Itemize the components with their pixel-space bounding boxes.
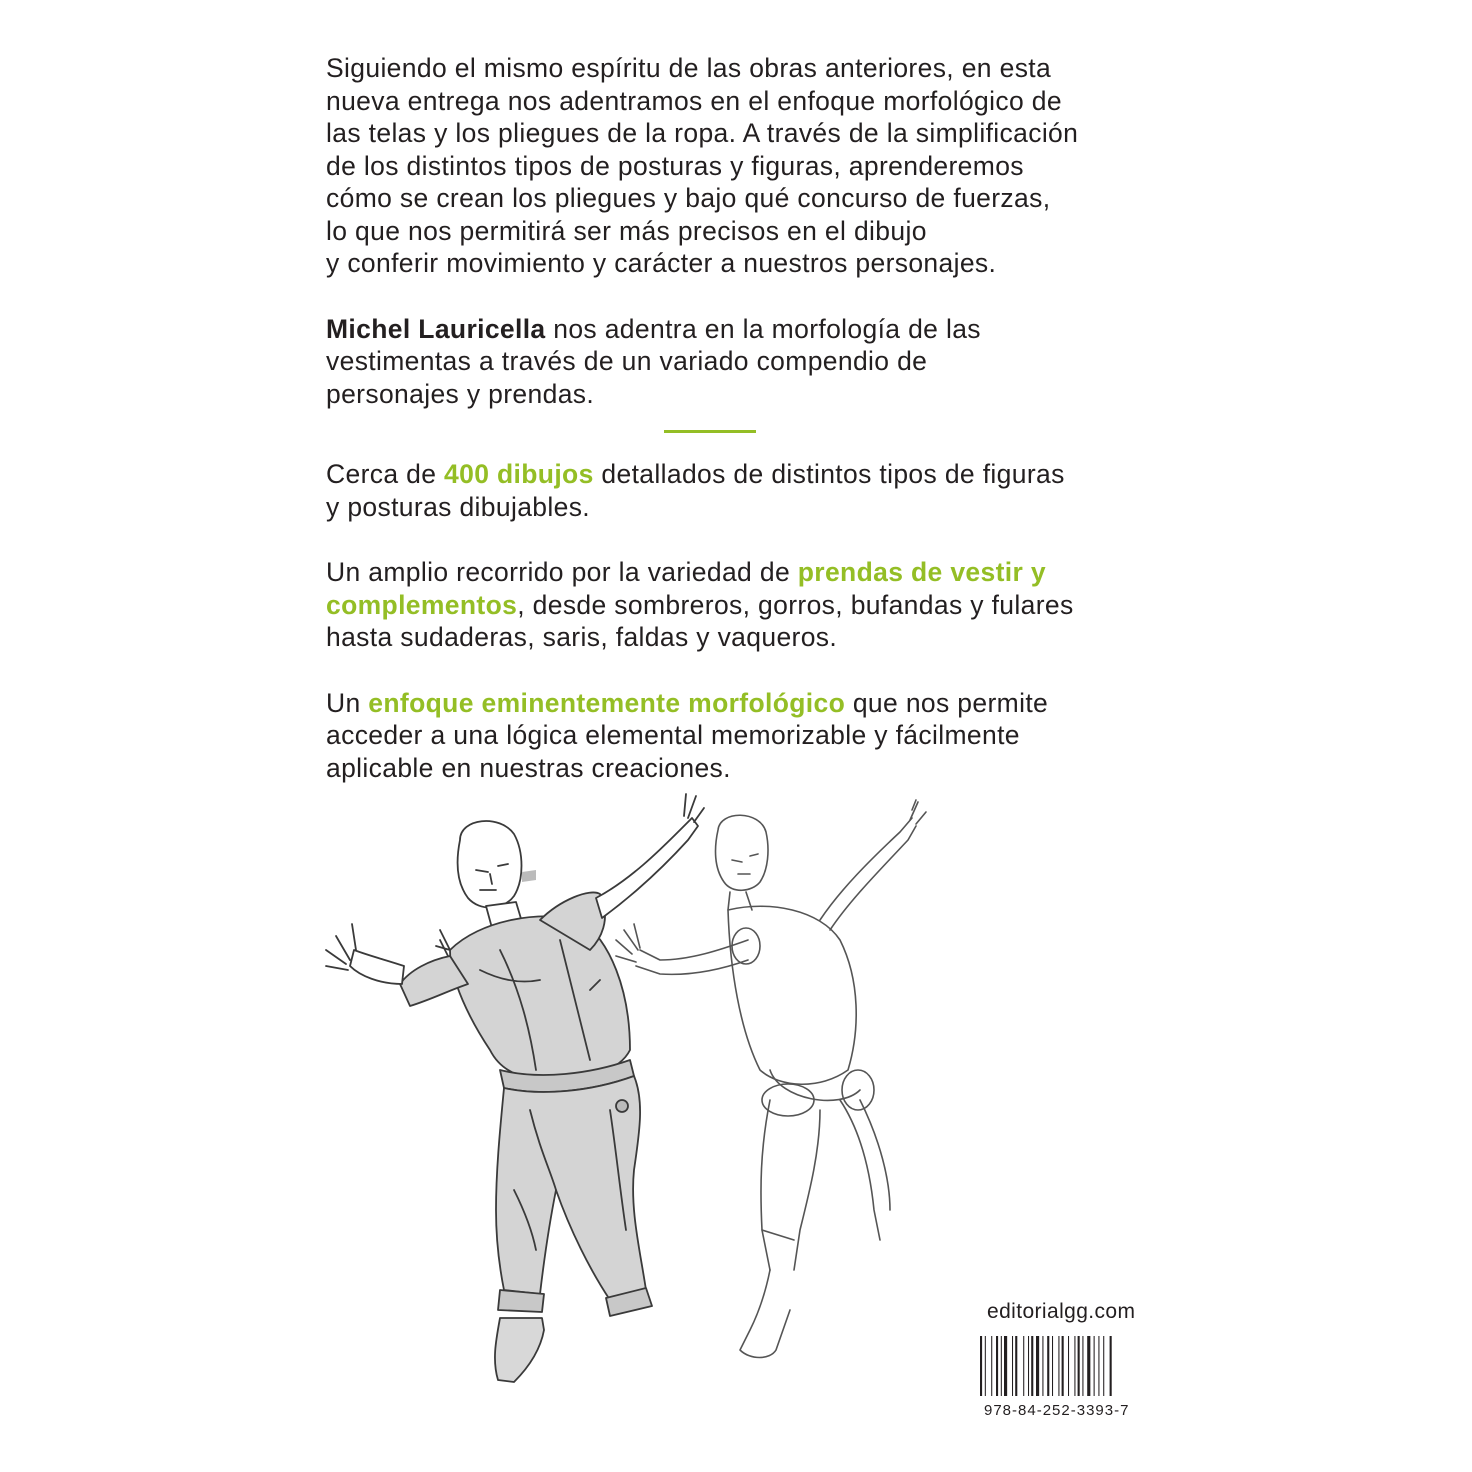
intro-line: lo que nos permitirá ser más precisos en el dibujo xyxy=(326,215,927,246)
barcode-bar xyxy=(985,1336,986,1396)
highlight-accent: 400 dibujos xyxy=(444,459,594,489)
highlight-text: Un xyxy=(326,687,369,718)
barcode-bar xyxy=(1110,1336,1112,1396)
intro-line: las telas y los pliegues de la ropa. A través de la simplificación xyxy=(326,118,1079,148)
barcode-bar xyxy=(1098,1336,1099,1396)
highlight-line xyxy=(326,556,1156,589)
barcode-bar xyxy=(1058,1336,1059,1396)
barcode-bar xyxy=(1087,1336,1090,1396)
barcode-bar xyxy=(980,1336,982,1396)
author-line: personajes y prendas. xyxy=(326,378,595,409)
barcode-bar xyxy=(1004,1336,1007,1396)
barcode-bar xyxy=(1015,1336,1017,1396)
author-paragraph xyxy=(326,313,1156,411)
highlight-accent: complementos xyxy=(326,589,518,620)
barcode-bar xyxy=(1023,1336,1024,1396)
accent-divider xyxy=(664,430,756,433)
author-text: nos adentra en la morfología de las xyxy=(545,313,981,344)
publisher-website: editorialgg.com xyxy=(987,1300,1136,1323)
highlight-line: aplicable en nuestras creaciones. xyxy=(326,752,731,783)
intro-line: de los distintos tipos de posturas y figuras, aprenderemos xyxy=(326,150,1024,181)
barcode-bar xyxy=(1047,1336,1049,1396)
isbn-number: 978-84-252-3393-7 xyxy=(984,1402,1130,1419)
barcode-bar xyxy=(991,1336,992,1396)
barcode-bar xyxy=(996,1336,998,1396)
highlight-accent: enfoque eminentemente morfológico xyxy=(368,687,846,718)
clothed-figure-drawing xyxy=(326,794,704,1382)
author-line xyxy=(326,313,1156,346)
back-cover-text xyxy=(326,52,1156,817)
highlight-line xyxy=(326,687,1156,720)
highlight-drawings xyxy=(326,458,1156,523)
barcode-bar xyxy=(1001,1336,1002,1396)
highlight-line xyxy=(326,589,1156,622)
barcode-bar xyxy=(1082,1336,1083,1396)
barcode-bar xyxy=(1078,1336,1080,1396)
intro-line: nueva entrega nos adentramos en el enfoque morfológico de xyxy=(326,85,1062,116)
barcode-bar xyxy=(1031,1336,1033,1396)
barcode-bar xyxy=(1094,1336,1095,1396)
highlight-text: , desde sombreros, gorros, bufandas y fulares xyxy=(517,589,1074,620)
highlight-text: Cerca de xyxy=(326,459,445,489)
highlight-garments xyxy=(326,556,1156,654)
highlight-line: acceder a una lógica elemental memorizable y fácilmente xyxy=(326,720,1020,750)
barcode-bar xyxy=(1052,1336,1053,1396)
figure-drawings-illustration xyxy=(300,770,980,1410)
barcode-bar xyxy=(1028,1336,1029,1396)
highlight-line xyxy=(326,458,1156,491)
highlight-text: detallados de distintos tipos de figuras xyxy=(593,459,1065,489)
barcode-bar xyxy=(1036,1336,1039,1396)
highlight-accent: prendas de vestir y xyxy=(797,557,1046,587)
barcode-bar xyxy=(1062,1336,1064,1396)
intro-line: Siguiendo el mismo espíritu de las obras anteriores, en esta xyxy=(326,53,1052,83)
highlight-line: y posturas dibujables. xyxy=(326,491,591,522)
barcode-bar xyxy=(1074,1336,1075,1396)
barcode-bar xyxy=(1068,1336,1069,1396)
author-name: Michel Lauricella xyxy=(326,313,546,344)
intro-line: cómo se crean los pliegues y bajo qué concurso de fuerzas, xyxy=(326,183,1051,213)
intro-line: y conferir movimiento y carácter a nuestros personajes. xyxy=(326,248,997,278)
intro-paragraph xyxy=(326,52,1156,280)
barcode-bar xyxy=(1103,1336,1104,1396)
barcode xyxy=(980,1336,1146,1396)
author-line: vestimentas a través de un variado compendio de xyxy=(326,346,928,376)
highlight-text: Un amplio recorrido por la variedad de xyxy=(326,557,798,587)
barcode-bar xyxy=(1012,1336,1013,1396)
barcode-bar xyxy=(1042,1336,1043,1396)
highlight-line: hasta sudaderas, saris, faldas y vaqueros. xyxy=(326,622,838,652)
highlight-text: que nos permite xyxy=(845,687,1049,718)
mannequin-figure-drawing xyxy=(616,800,926,1358)
